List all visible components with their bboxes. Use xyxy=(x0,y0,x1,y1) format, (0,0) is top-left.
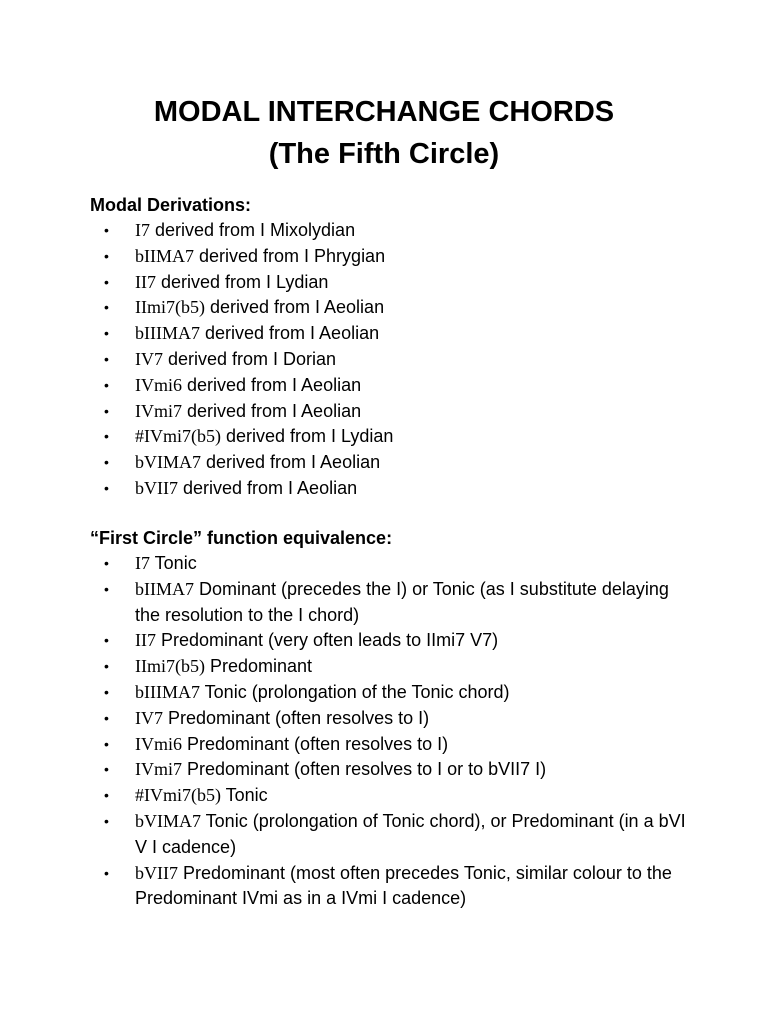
chord-symbol: I7 xyxy=(135,220,150,240)
chord-symbol: IImi7(b5) xyxy=(135,297,205,318)
bullet-icon: • xyxy=(104,299,109,316)
item-description: derived from I Aeolian xyxy=(182,374,362,395)
bullet-icon: • xyxy=(104,325,109,342)
derivation-item xyxy=(0,295,695,321)
function-equivalence-list xyxy=(0,551,768,912)
bullet-icon: • xyxy=(104,376,109,393)
bullet-icon: • xyxy=(104,479,109,496)
item-description: derived from I Dorian xyxy=(163,348,337,369)
chord-symbol: bVIMA7 xyxy=(135,810,201,831)
item-description: derived from I Aeolian xyxy=(178,477,358,498)
bullet-icon: • xyxy=(104,709,109,726)
derivation-item xyxy=(0,244,695,270)
chord-symbol: IV7 xyxy=(135,348,163,369)
bullet-icon: • xyxy=(104,454,109,471)
equivalence-item xyxy=(0,861,695,913)
bullet-icon: • xyxy=(104,350,109,367)
equivalence-item xyxy=(0,757,695,783)
bullet-icon: • xyxy=(104,787,109,804)
equivalence-item xyxy=(0,706,695,732)
chord-symbol: IVmi7 xyxy=(135,759,182,780)
item-description: derived from I Lydian xyxy=(156,271,329,292)
section-heading-modal-derivations: Modal Derivations: xyxy=(90,195,252,215)
derivation-item xyxy=(0,218,695,244)
chord-symbol: bIIIMA7 xyxy=(135,323,200,344)
chord-symbol: IVmi6 xyxy=(135,374,182,395)
chord-symbol: #IVmi7(b5) xyxy=(135,785,221,806)
chord-symbol: II7 xyxy=(135,630,156,651)
section-heading-function-equivalence: “First Circle” function equivalence: xyxy=(90,528,393,548)
chord-symbol: bIIIMA7 xyxy=(135,681,200,702)
bullet-icon: • xyxy=(104,632,109,649)
bullet-icon: • xyxy=(104,580,109,597)
equivalence-item xyxy=(0,628,695,654)
bullet-icon: • xyxy=(104,735,109,752)
derivation-item xyxy=(0,373,695,399)
equivalence-item xyxy=(0,654,695,680)
chord-symbol: IV7 xyxy=(135,707,163,728)
bullet-icon: • xyxy=(104,864,109,881)
item-description: Predominant (very often leads to IImi7 V7) xyxy=(156,630,499,651)
equivalence-item xyxy=(0,680,695,706)
item-description: Tonic (prolongation of Tonic chord), or Predominant (in a bVI V I cadence) xyxy=(135,810,686,857)
bullet-icon: • xyxy=(104,658,109,675)
bullet-icon: • xyxy=(104,402,109,419)
equivalence-item xyxy=(0,809,695,861)
item-description: derived from I Mixolydian xyxy=(150,220,356,240)
chord-symbol: #IVmi7(b5) xyxy=(135,426,221,447)
derivation-item xyxy=(0,347,695,373)
chord-symbol: bVII7 xyxy=(135,477,178,498)
modal-derivations-list xyxy=(0,218,768,502)
bullet-icon: • xyxy=(104,812,109,829)
item-description: Predominant (often resolves to I or to bVII7 I) xyxy=(182,759,547,780)
bullet-icon: • xyxy=(104,683,109,700)
item-description: derived from I Aeolian xyxy=(204,297,385,318)
bullet-icon: • xyxy=(104,273,109,290)
item-description: Predominant (often resolves to I) xyxy=(163,707,430,728)
chord-symbol: I7 xyxy=(135,553,150,573)
item-description: Tonic xyxy=(150,553,197,573)
chord-symbol: IVmi6 xyxy=(135,733,182,754)
derivation-item xyxy=(0,321,695,347)
bullet-icon: • xyxy=(104,247,109,264)
chord-symbol: IImi7(b5) xyxy=(135,656,205,677)
derivation-item xyxy=(0,270,695,296)
derivation-item xyxy=(0,450,695,476)
item-description: derived from I Aeolian xyxy=(201,452,381,473)
item-description: derived from I Phrygian xyxy=(194,245,386,266)
chord-symbol: bVIMA7 xyxy=(135,452,201,473)
chord-symbol: bVII7 xyxy=(135,862,178,883)
item-description: derived from I Aeolian xyxy=(200,323,380,344)
bullet-icon: • xyxy=(104,428,109,445)
derivation-item xyxy=(0,476,695,502)
item-description: Tonic xyxy=(220,785,268,806)
bullet-icon: • xyxy=(104,222,109,238)
bullet-icon: • xyxy=(104,555,109,571)
chord-symbol: II7 xyxy=(135,271,156,292)
derivation-item xyxy=(0,399,695,425)
item-description: Predominant (most often precedes Tonic, similar colour to the Predominant IVmi as in a IVmi I cadence) xyxy=(135,862,672,909)
item-description: Predominant (often resolves to I) xyxy=(182,733,449,754)
item-description: derived from I Lydian xyxy=(220,426,394,447)
item-description: Predominant xyxy=(204,656,313,677)
item-description: Dominant (precedes the I) or Tonic (as I substitute delaying the resolution to the I chord) xyxy=(135,578,669,625)
item-description: Tonic (prolongation of the Tonic chord) xyxy=(200,681,510,702)
bullet-icon: • xyxy=(104,761,109,778)
item-description: derived from I Aeolian xyxy=(182,400,362,421)
derivation-item xyxy=(0,424,695,450)
chord-symbol: bIIMA7 xyxy=(135,245,194,266)
equivalence-item xyxy=(0,577,695,629)
chord-symbol: IVmi7 xyxy=(135,400,182,421)
chord-symbol: bIIMA7 xyxy=(135,578,194,599)
equivalence-item xyxy=(0,783,695,809)
page-subtitle: (The Fifth Circle) xyxy=(268,138,500,170)
equivalence-item xyxy=(0,732,695,758)
page-title: MODAL INTERCHANGE CHORDS xyxy=(153,96,615,128)
equivalence-item xyxy=(0,551,695,577)
